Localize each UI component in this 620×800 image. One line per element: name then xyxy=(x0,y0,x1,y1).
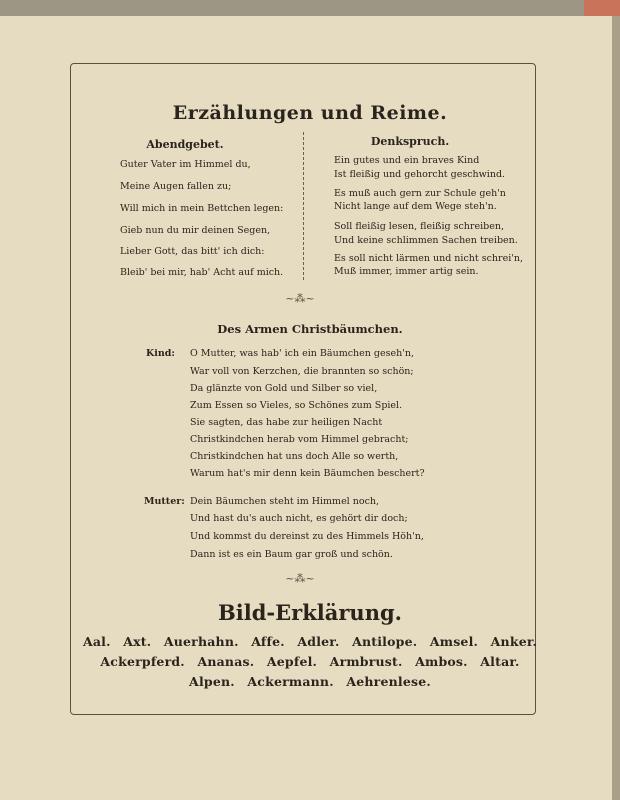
column-divider xyxy=(303,132,304,280)
right-poem-line: Ein gutes und ein braves Kind xyxy=(334,155,480,166)
bild-heading: Bild-Erklärung. xyxy=(218,600,402,625)
mutter-line: Und hast du's auch nicht, es gehört dir doch; xyxy=(190,513,408,524)
section-ornament: ~⁂~ xyxy=(285,572,315,585)
bild-item: Altar. xyxy=(480,654,520,669)
bild-item: Axt. xyxy=(123,634,152,649)
bild-item: Amsel. xyxy=(429,634,479,649)
bild-item: Auerhahn. xyxy=(163,634,239,649)
bild-item: Ambos. xyxy=(415,654,468,669)
right-poem-line: Soll fleißig lesen, fleißig schreiben, xyxy=(334,221,504,232)
kind-speaker-label: Kind: xyxy=(146,348,175,359)
bild-item: Ackerpferd. xyxy=(100,654,185,669)
left-poem-line: Guter Vater im Himmel du, xyxy=(120,159,251,170)
kind-line: Sie sagten, das habe zur heiligen Nacht xyxy=(190,417,383,428)
bild-item: Aehrenlese. xyxy=(346,674,431,689)
bild-row-1 xyxy=(0,634,620,649)
left-poem-line: Bleib' bei mir, hab' Acht auf mich. xyxy=(120,267,284,278)
mutter-line: Und kommst du dereinst zu des Himmels Höh'n, xyxy=(190,531,424,542)
bild-row-3 xyxy=(0,674,620,689)
bild-item: Ananas. xyxy=(197,654,255,669)
bild-item: Aal. xyxy=(82,634,111,649)
kind-line: Christkindchen herab vom Himmel gebracht; xyxy=(190,434,409,445)
page-title: Erzählungen und Reime. xyxy=(172,102,448,124)
kind-line: Zum Essen so Vieles, so Schönes zum Spiel. xyxy=(190,400,403,411)
right-poem-line: Es soll nicht lärmen und nicht schrei'n, xyxy=(334,253,524,264)
bild-item: Alpen. xyxy=(189,674,235,689)
mutter-line: Dann ist es ein Baum gar groß und schön. xyxy=(190,549,393,560)
kind-line: Christkindchen hat uns doch Alle so werth, xyxy=(190,451,399,462)
right-poem-heading: Denkspruch. xyxy=(370,135,450,148)
right-poem-line: Ist fleißig und gehorcht geschwind. xyxy=(334,169,506,180)
kind-line: Warum hat's mir denn kein Bäumchen beschert? xyxy=(190,468,425,479)
dialogue-heading: Des Armen Christbäumchen. xyxy=(217,322,403,336)
red-edge-mark xyxy=(584,0,620,16)
bild-item: Anker. xyxy=(490,634,538,649)
bild-row-2 xyxy=(0,654,620,669)
bild-item: Affe. xyxy=(251,634,285,649)
bild-item: Ackermann. xyxy=(247,674,334,689)
kind-line: Da glänzte von Gold und Silber so viel, xyxy=(190,383,378,394)
left-poem-heading: Abendgebet. xyxy=(146,138,224,151)
page-top-edge xyxy=(0,0,620,16)
left-poem-line: Gieb nun du mir deinen Segen, xyxy=(120,225,271,236)
left-poem-line: Will mich in mein Bettchen legen: xyxy=(120,203,284,214)
left-poem-line: Meine Augen fallen zu; xyxy=(120,181,232,192)
right-poem-line: Und keine schlimmen Sachen treiben. xyxy=(334,235,518,246)
mutter-speaker-label: Mutter: xyxy=(144,496,185,507)
bild-item: Armbrust. xyxy=(329,654,403,669)
bild-item: Aepfel. xyxy=(266,654,318,669)
mutter-line: Dein Bäumchen steht im Himmel noch, xyxy=(190,496,380,507)
bild-item: Antilope. xyxy=(352,634,418,649)
left-poem-line: Lieber Gott, das bitt' ich dich: xyxy=(120,246,265,257)
right-poem-line: Nicht lange auf dem Wege steh'n. xyxy=(334,201,497,212)
section-ornament: ~⁂~ xyxy=(285,292,315,305)
right-poem-line: Muß immer, immer artig sein. xyxy=(334,266,479,277)
bild-item: Adler. xyxy=(297,634,340,649)
kind-line: O Mutter, was hab' ich ein Bäumchen geseh'n, xyxy=(190,348,414,359)
kind-line: War voll von Kerzchen, die brannten so schön; xyxy=(190,366,414,377)
right-poem-line: Es muß auch gern zur Schule geh'n xyxy=(334,188,506,199)
